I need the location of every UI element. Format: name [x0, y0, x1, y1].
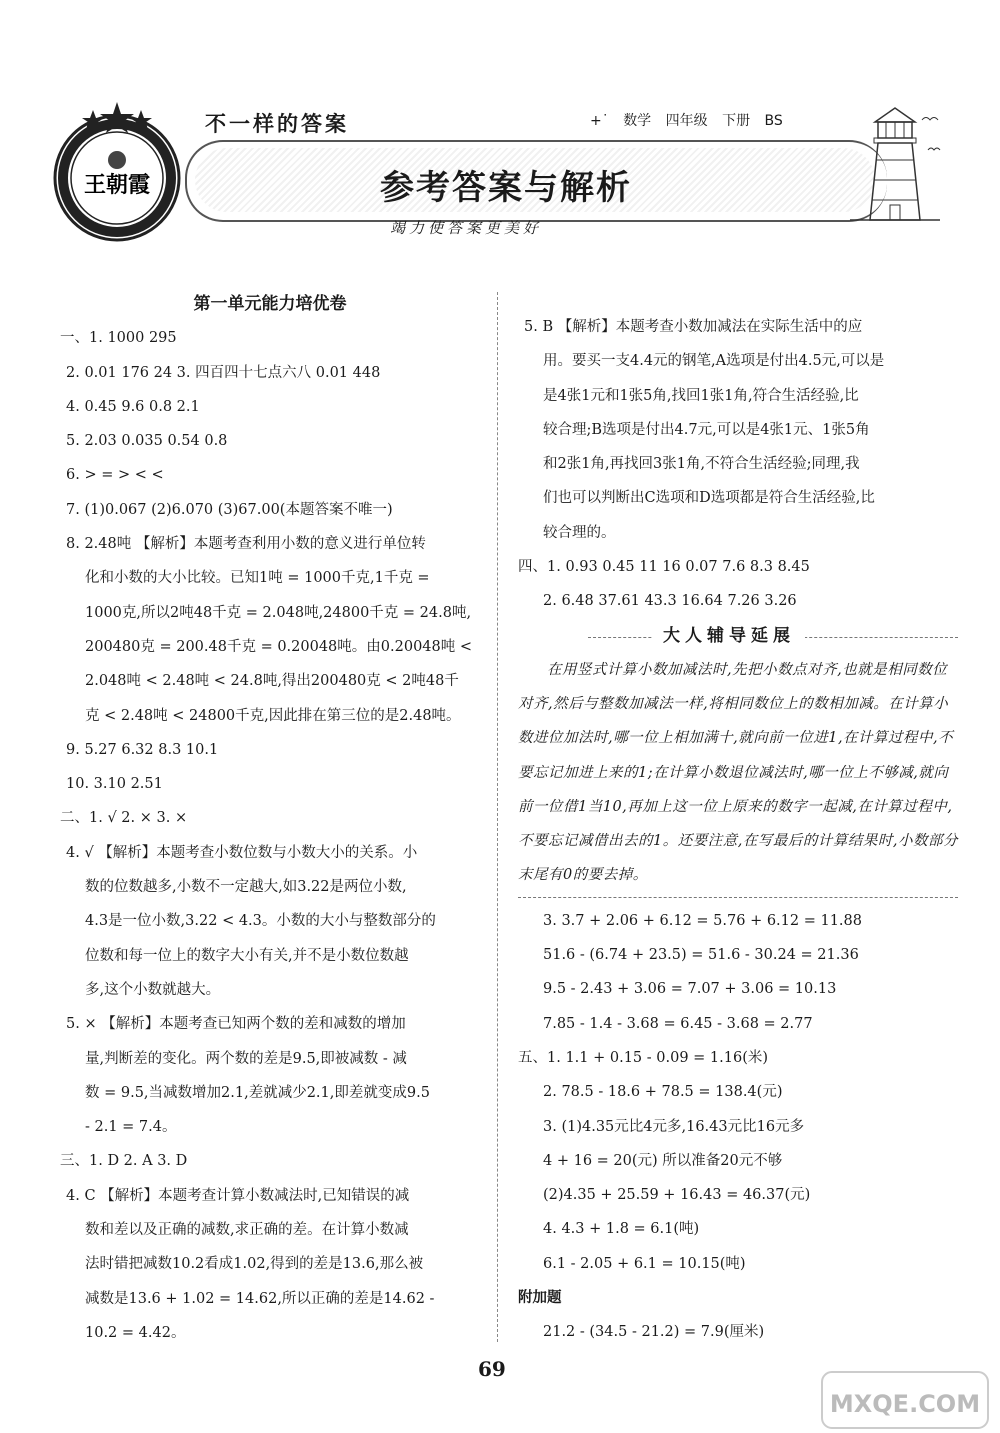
- answer-line: 6. > = > < <: [66, 467, 164, 484]
- page-title: 参考答案与解析: [380, 168, 632, 208]
- section-title: 第一单元能力培优卷: [193, 294, 347, 314]
- left-column: [60, 287, 480, 1350]
- extension-footer-rule: [518, 897, 958, 898]
- answer-line: 6.1 - 2.05 + 6.1 = 10.15(吨): [543, 1255, 746, 1272]
- answer-line: 51.6 - (6.74 + 23.5) = 51.6 - 30.24 = 21.36: [543, 947, 859, 964]
- answer-line: 用。要买一支4.4元的钢笔,A选项是付出4.5元,可以是: [543, 353, 885, 370]
- answer-line: 们也可以判断出C选项和D选项都是符合生活经验,比: [543, 490, 875, 507]
- answer-line: 量,判断差的变化。两个数的差是9.5,即被减数 - 减: [85, 1050, 407, 1067]
- answer-line: (2)4.35 + 25.59 + 16.43 = 46.37(元): [543, 1187, 811, 1204]
- brand-text: 王朝霞: [83, 172, 151, 198]
- answer-line: 2.048吨 < 2.48吨 < 24.8吨,得出200480克 < 2吨48千: [85, 673, 459, 690]
- answer-line: 2. 6.48 37.61 43.3 16.64 7.26 3.26: [543, 593, 797, 610]
- answer-line: 9. 5.27 6.32 8.3 10.1: [66, 741, 219, 758]
- brand-logo: [45, 100, 190, 245]
- answer-line: 化和小数的大小比较。已知1吨 = 1000千克,1千克 =: [85, 570, 430, 587]
- answer-line: 4. C 【解析】本题考查计算小数减法时,已知错误的减: [66, 1187, 410, 1204]
- answer-line: 8. 2.48吨 【解析】本题考查利用小数的意义进行单位转: [66, 536, 426, 553]
- answer-line: 法时错把减数10.2看成1.02,得到的差是13.6,那么被: [85, 1256, 424, 1273]
- answer-line: 7.85 - 1.4 - 3.68 = 6.45 - 3.68 = 2.77: [543, 1015, 813, 1032]
- answer-line: 4.3是一位小数,3.22 < 4.3。小数的大小与整数部分的: [85, 913, 436, 930]
- column-divider: [497, 292, 498, 1342]
- extension-header: [518, 621, 958, 653]
- answer-line: 4. √ 【解析】本题考查小数位数与小数大小的关系。小: [66, 844, 418, 861]
- answer-line: 和2张1角,再找回3张1角,不符合生活经验;同理,我: [543, 456, 860, 473]
- answer-line: 5. B 【解析】本题考查小数加减法在实际生活中的应: [524, 319, 863, 335]
- extension-title: 大人辅导延展: [653, 621, 805, 651]
- answer-line: 多,这个小数就越大。: [85, 981, 221, 998]
- answer-line: 数 = 9.5,当减数增加2.1,差就减少2.1,即差就变成9.5: [85, 1084, 430, 1101]
- subject-line: [590, 110, 783, 130]
- answer-line: 1000克,所以2吨48千克 = 2.048吨,24800千克 = 24.8吨,: [85, 604, 472, 621]
- extension-text: 在用竖式计算小数加减法时,先把小数点对齐,也就是相同数位对齐,然后与整数加减法一样,将相同数位上的数相加减。在计算小数进位加法时,哪一位上相加满十,就向前一位进1,在计算过程中,不要忘记加进上来的1;在计算小数退位减法时,哪一位上不够减,就向前一位借1当10,再加上这一位上原来的数字一起减,在计算过程中,不要忘记减借出去的1。还要注意,在写最后的计算结果时,小数部分末尾有0的要去掉。: [518, 661, 958, 884]
- answer-line: 数的位数越多,小数不一定越大,如3.22是两位小数,: [85, 879, 407, 896]
- answer-line: 10. 3.10 2.51: [66, 776, 163, 793]
- answer-line: 200480克 = 200.48千克 = 0.20048吨。由0.20048吨 <: [85, 638, 473, 655]
- answer-line: 7. (1)0.067 (2)6.070 (3)67.00(本题答案不唯一): [66, 501, 393, 518]
- lighthouse-icon: [840, 100, 950, 230]
- answer-line: 3. (1)4.35元比4元多,16.43元比16元多: [543, 1118, 805, 1135]
- answer-line: 二、1. √ 2. × 3. ×: [60, 810, 188, 827]
- answer-line: 三、1. D 2. A 3. D: [60, 1153, 188, 1170]
- bonus-heading: 附加题: [518, 1289, 562, 1307]
- answer-line: 较合理;B选项是付出4.7元,可以是4张1元、1张5角: [543, 421, 870, 438]
- answer-line: 一、1. 1000 295: [60, 330, 177, 347]
- answer-line: 9.5 - 2.43 + 3.06 = 7.07 + 3.06 = 10.13: [543, 981, 837, 998]
- answer-line: 2. 78.5 - 18.6 + 78.5 = 138.4(元): [543, 1084, 783, 1101]
- answer-line: 4. 0.45 9.6 0.8 2.1: [66, 398, 200, 415]
- answer-line: 4. 4.3 + 1.8 = 6.1(吨): [543, 1221, 700, 1238]
- answer-line: 5. 2.03 0.035 0.54 0.8: [66, 433, 228, 450]
- page-number: 69: [478, 1357, 506, 1381]
- answer-line: 是4张1元和1张5角,找回1张1角,符合生活经验,比: [543, 387, 859, 404]
- answer-line: 3. 3.7 + 2.06 + 6.12 = 5.76 + 6.12 = 11.88: [543, 912, 862, 929]
- answer-line: 10.2 = 4.42。: [85, 1324, 186, 1341]
- answer-line: 21.2 - (34.5 - 21.2) = 7.9(厘米): [543, 1324, 765, 1341]
- motto: 竭力使答案更美好: [390, 219, 543, 237]
- answer-line: 减数是13.6 + 1.02 = 14.62,所以正确的差是14.62 -: [85, 1290, 435, 1307]
- plus-icon: +˙: [590, 113, 624, 129]
- answer-line: 四、1. 0.93 0.45 11 16 0.07 7.6 8.3 8.45: [518, 559, 810, 576]
- answer-line: 位数和每一位上的数字大小有关,并不是小数位数越: [85, 947, 409, 964]
- answer-line: - 2.1 = 7.4。: [85, 1119, 177, 1136]
- answer-line: 数和差以及正确的减数,求正确的差。在计算小数减: [85, 1222, 409, 1239]
- slogan: 不一样的答案: [205, 112, 349, 136]
- watermark-text: MXQE.COM: [829, 1390, 981, 1418]
- watermark-logo: [820, 1370, 990, 1430]
- answer-line: 5. × 【解析】本题考查已知两个数的差和减数的增加: [66, 1016, 406, 1033]
- right-column: [518, 310, 958, 1350]
- answer-line: 2. 0.01 176 24 3. 四百四十七点六八 0.01 448: [66, 364, 381, 381]
- subject-text: 数学 四年级 下册 BS: [623, 113, 783, 129]
- answer-line: 4 + 16 = 20(元) 所以准备20元不够: [543, 1152, 783, 1169]
- answer-line: 较合理的。: [543, 524, 616, 541]
- answer-line: 克 < 2.48吨 < 24800千克,因此排在第三位的是2.48吨。: [85, 707, 461, 724]
- answer-line: 五、1. 1.1 + 0.15 - 0.09 = 1.16(米): [518, 1049, 769, 1066]
